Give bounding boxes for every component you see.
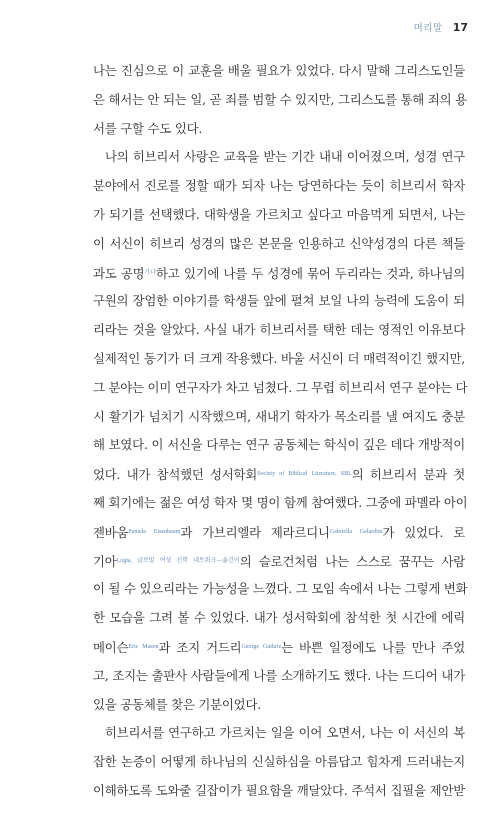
body-text — [93, 63, 468, 813]
translator-note: 가나 — [144, 269, 156, 276]
text-line: 고, 조지는 출판사 사람들에게 나를 소개하기도 했다. 나는 드디어 내가 — [93, 667, 465, 683]
text-line — [93, 554, 465, 568]
text-line: 해 보였다. 이 서신을 다루는 연구 공동체는 학식이 깊은 데다 개방적이 — [93, 437, 465, 453]
text-line: 분야에서 진로를 정할 때가 되자 나는 당연하다는 듯이 히브리서 학자 — [93, 178, 465, 194]
text-line: 그 분야는 이미 연구자가 차고 넘쳤다. 그 무렵 히브리서 연구 분야는 다 — [93, 379, 468, 395]
running-head — [414, 20, 468, 34]
gloss-note: Logia, 글로벌 여성 신학 네트워크—옮긴이 — [116, 557, 240, 564]
text-line: 구원의 장엄한 이야기를 학생들 앞에 펼쳐 보일 나의 능력에 도움이 되 — [93, 293, 465, 309]
text-line — [93, 640, 465, 654]
text-run: 의 히브리서 분과 첫 — [351, 467, 466, 483]
text-run: 과 조지 거드리 — [158, 639, 242, 655]
text-line: 리라는 것을 알았다. 사실 내가 히브리서를 택한 데는 영적인 이유보다 — [93, 322, 465, 338]
text-run: 과도 공명 — [93, 265, 145, 281]
text-run: 는 바쁜 일정에도 나를 만나 주었 — [281, 639, 466, 655]
gloss-note: Gabriella Gelardini — [329, 528, 383, 535]
page-number: 17 — [452, 21, 468, 34]
text-line: 시 활기가 넘치기 시작했으며, 새내기 학자가 목소리를 낼 여지도 충분 — [93, 408, 465, 424]
text-run: 기아 — [93, 553, 117, 569]
text-line: 이 될 수 있으리라는 가능성을 느꼈다. 그 모임 속에서 나는 그렇게 변화 — [93, 581, 468, 597]
gloss-note: Eric Mason — [128, 643, 159, 650]
text-line — [93, 266, 465, 280]
text-line — [93, 467, 465, 481]
text-line: 이해하도록 도와줄 길잡이가 필요함을 깨달았다. 주석서 집필을 제안받 — [93, 782, 465, 798]
text-run: 가 있었다. 로 — [382, 524, 465, 540]
text-line: 은 해서는 안 되는 일, 곧 죄를 범할 수 있지만, 그리스도를 통해 죄의 용 — [93, 91, 467, 107]
gloss-note: George Guthrie — [241, 643, 282, 650]
text-run: 메이슨 — [93, 639, 129, 655]
text-line: 나는 진심으로 이 교훈을 배울 필요가 있었다. 다시 말해 그리스도인들 — [93, 63, 465, 78]
text-line: 가 되기를 선택했다. 대학생을 가르치고 싶다고 마음먹게 되면서, 나는 — [93, 206, 465, 222]
text-line: 째 회기에는 젊은 여성 학자 몇 명이 함께 참여했다. 그중에 파멜라 아이 — [93, 494, 468, 510]
text-run: 젠바움 — [93, 524, 129, 540]
text-run: 의 슬로건처럼 나는 스스로 꿈꾸는 사람 — [239, 553, 465, 569]
text-run: 과 가브리엘라 제라르디니 — [180, 524, 330, 540]
text-line: 실제적인 동기가 더 크게 작용했다. 바울 서신이 더 매력적이긴 했지만, — [93, 350, 465, 366]
text-line: 나의 히브리서 사랑은 교육을 받는 기간 내내 이어졌으며, 성경 연구 — [105, 149, 465, 165]
text-line: 히브리서를 연구하고 가르치는 일을 이어 오면서, 나는 이 서신의 복 — [105, 725, 465, 741]
gloss-note: Society of Biblical Literature, SBL — [257, 471, 352, 478]
text-line: 서를 구할 수도 있다. — [93, 120, 203, 136]
text-run: 었다. 내가 참석했던 성서학회 — [93, 467, 258, 483]
text-line: 잡한 논증이 어떻게 하나님의 신실하심을 아름답고 힘차게 드러내는지 — [93, 754, 465, 770]
text-line: 이 서신이 히브리 성경의 많은 본문을 인용하고 신약성경의 다른 책들 — [93, 235, 465, 251]
text-line: 한 모습을 그려 볼 수 있었다. 내가 성서학회에 참석한 첫 시간에 에릭 — [93, 610, 465, 626]
text-line: 있을 공동체를 찾은 기분이었다. — [93, 696, 261, 712]
running-head-section: 머리말 — [413, 23, 443, 34]
text-line — [93, 525, 465, 539]
gloss-note: Pamela Eisenbaum — [128, 528, 181, 535]
text-run: 하고 있기에 나를 두 성경에 묶어 두리라는 것과, 하나님의 — [156, 265, 465, 281]
